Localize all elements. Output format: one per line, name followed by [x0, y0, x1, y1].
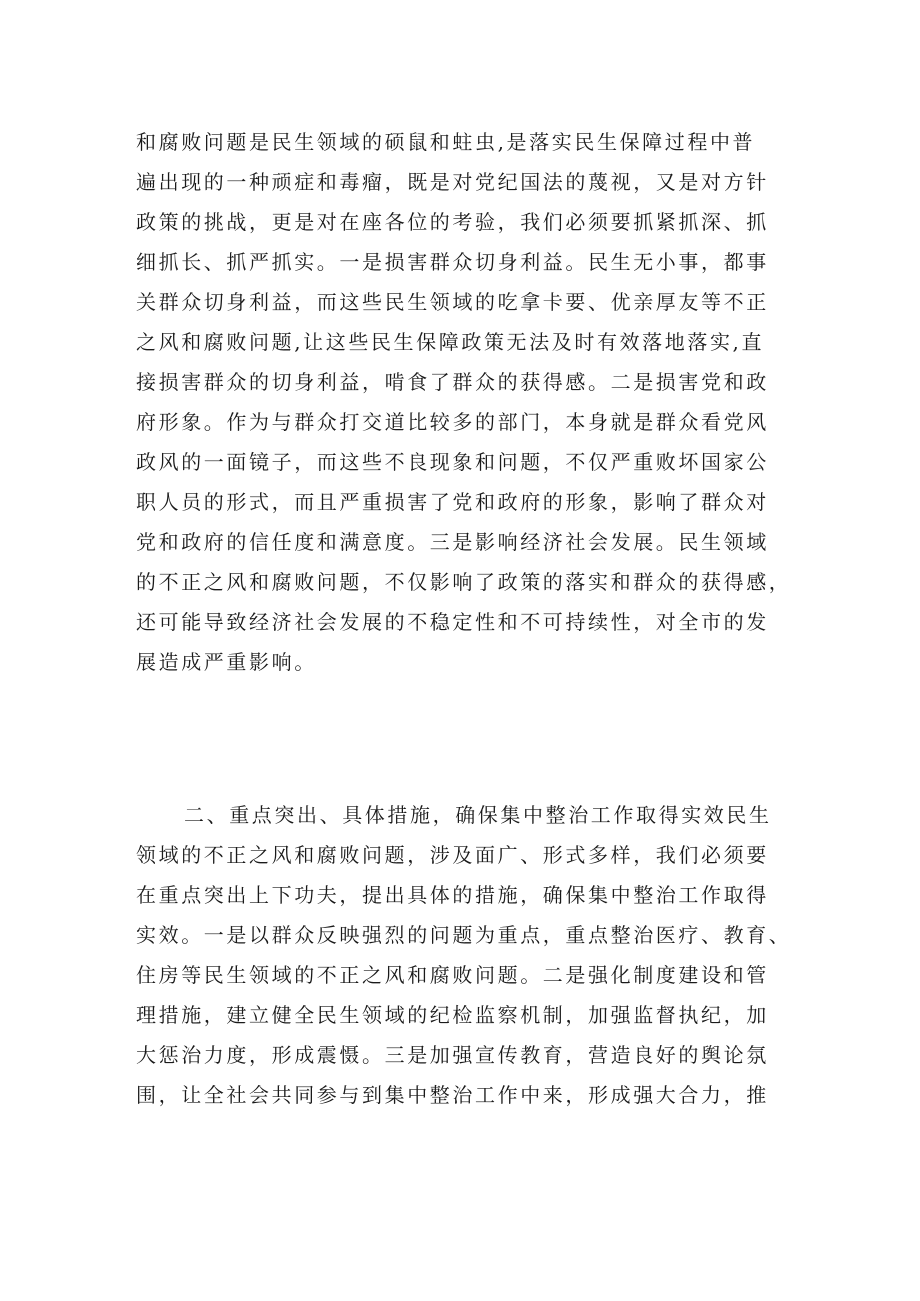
text-line: 关群众切身利益，而这些民生领域的吃拿卡要、优亲厚友等不正 [136, 290, 769, 314]
text-line: 细抓长、抓严抓实。一是损害群众切身利益。民生无小事，都事 [136, 250, 769, 274]
text-line: 住房等民生领域的不正之风和腐败问题。二是强化制度建设和管 [136, 963, 769, 987]
text-line: 展造成严重影响。 [136, 650, 317, 674]
text-line: 党和政府的信任度和满意度。三是影响经济社会发展。民生领域 [136, 530, 769, 554]
text-line: 围，让全社会共同参与到集中整治工作中来，形成强大合力，推 [136, 1083, 769, 1107]
text-line: 政策的挑战，更是对在座各位的考验，我们必须要抓紧抓深、抓 [136, 210, 769, 234]
text-line: 还可能导致经济社会发展的不稳定性和不可持续性，对全市的发 [136, 610, 769, 634]
paragraph-1 [136, 122, 796, 682]
text-line: 和腐败问题是民生领域的硕鼠和蛀虫,是落实民生保障过程中普 [136, 130, 756, 154]
text-line: 领域的不正之风和腐败问题，涉及面广、形式多样，我们必须要 [136, 843, 769, 867]
text-line: 职人员的形式，而且严重损害了党和政府的形象，影响了群众对 [136, 490, 769, 514]
text-line: 政风的一面镜子，而这些不良现象和问题，不仅严重败坏国家公 [136, 450, 769, 474]
text-line: 在重点突出上下功夫，提出具体的措施，确保集中整治工作取得 [136, 883, 769, 907]
text-line: 理措施，建立健全民生领域的纪检监察机制，加强监督执纪，加 [136, 1003, 769, 1027]
text-line: 实效。一是以群众反映强烈的问题为重点，重点整治医疗、教育、 [136, 923, 792, 947]
text-line: 遍出现的一种顽症和毒瘤，既是对党纪国法的蔑视，又是对方针 [136, 170, 769, 194]
text-line: 府形象。作为与群众打交道比较多的部门，本身就是群众看党风 [136, 410, 769, 434]
section-heading-line: 二、重点突出、具体措施，确保集中整治工作取得实效民生 [184, 803, 772, 827]
text-line: 之风和腐败问题,让这些民生保障政策无法及时有效落地落实,直 [136, 330, 765, 354]
text-line: 的不正之风和腐败问题，不仅影响了政策的落实和群众的获得感， [136, 570, 792, 594]
paragraph-2 [136, 795, 796, 1115]
text-line: 接损害群众的切身利益，啃食了群众的获得感。二是损害党和政 [136, 370, 769, 394]
text-line: 大惩治力度，形成震慑。三是加强宣传教育，营造良好的舆论氛 [136, 1043, 769, 1067]
